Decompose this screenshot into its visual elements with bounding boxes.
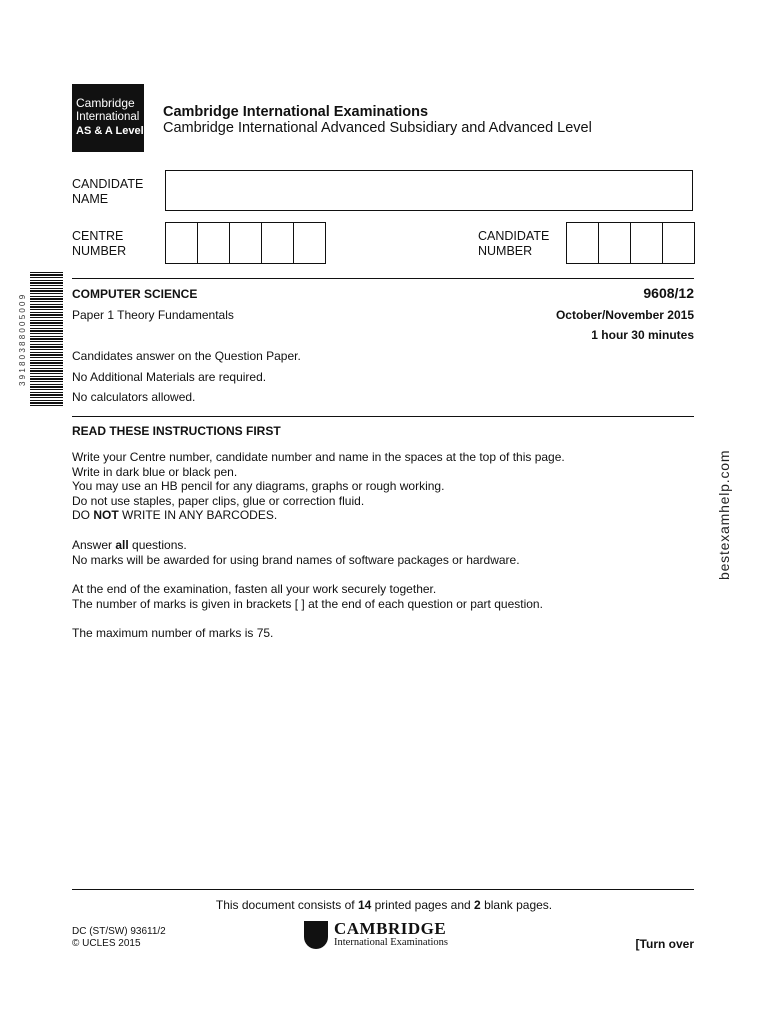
centre-number-label-line2: NUMBER [72,244,127,258]
instruction-emphasis: all [115,538,129,552]
logo-line-3: AS & A Level [76,125,144,137]
org-subtitle: Cambridge International Advanced Subsidiary and Advanced Level [163,120,592,136]
instructions-block-1 [72,450,565,523]
centre-number-cell[interactable] [294,223,325,263]
barcode-number: 3 9 1 8 0 3 8 8 0 0 5 0 0 9 [18,294,27,386]
logo-line-1: Cambridge [76,96,135,110]
cambridge-wordmark-subtitle: International Examinations [334,937,449,948]
candidate-number-cell[interactable] [631,223,663,263]
instruction-text: questions. [128,538,187,552]
candidate-name-label [72,177,143,207]
centre-number-label-line1: CENTRE [72,229,124,243]
instruction-line: You may use an HB pencil for any diagrams, graphs or rough working. [72,479,445,494]
copyright: © UCLES 2015 [72,938,141,949]
materials-line: Candidates answer on the Question Paper. [72,349,301,363]
instruction-emphasis: NOT [93,508,119,523]
instruction-line: At the end of the examination, fasten all your work securely together. [72,582,437,596]
candidate-number-cell[interactable] [599,223,631,263]
barcode [30,272,63,408]
centre-number-boxes[interactable] [165,222,326,264]
candidate-name-box[interactable] [165,170,693,211]
instruction-line: The maximum number of marks is 75. [72,626,274,640]
instruction-line: Do not use staples, paper clips, glue or correction fluid. [72,493,365,508]
divider-footer [72,889,694,890]
cambridge-wordmark: CAMBRIDGE [334,919,447,938]
candidate-number-label-line1: CANDIDATE [478,229,550,243]
instructions-block-4 [72,626,273,641]
centre-number-cell[interactable] [262,223,294,263]
centre-number-cell[interactable] [198,223,230,263]
printed-page-count: 14 [357,898,372,912]
candidate-name-label-line2: NAME [72,192,109,206]
page-count-text: blank pages. [480,898,553,912]
instructions-heading: READ THESE INSTRUCTIONS FIRST [72,424,281,438]
instruction-line: The number of marks is given in brackets [ ] at the end of each question or part question. [72,596,543,611]
centre-number-cell[interactable] [166,223,198,263]
blank-page-count: 2 [474,898,481,912]
candidate-number-label [478,229,549,259]
cambridge-crest-icon [304,921,328,949]
paper-code: 9608/12 [643,285,694,301]
instruction-line: No marks will be awarded for using brand names of software packages or hardware. [72,552,520,567]
org-title: Cambridge International Examinations [163,104,429,120]
instruction-line: Write your Centre number, candidate number and name in the spaces at the top of this page. [72,450,565,464]
exam-duration: 1 hour 30 minutes [591,328,694,342]
instruction-text: WRITE IN ANY BARCODES. [118,508,278,523]
instruction-line [72,538,520,553]
cambridge-as-a-level-logo [72,84,144,152]
instructions-block-3 [72,582,543,611]
centre-number-label [72,229,126,259]
instruction-text: Answer [72,538,116,552]
materials-line: No Additional Materials are required. [72,370,267,384]
page-count-text: This document consists of [215,898,358,912]
centre-number-cell[interactable] [230,223,262,263]
divider-middle [72,416,694,417]
side-watermark-text: bestexamhelp.com [716,449,732,581]
subject-title: COMPUTER SCIENCE [72,287,198,301]
logo-line-2: International [76,111,140,123]
candidate-number-cell[interactable] [663,223,694,263]
materials-line: No calculators allowed. [72,390,196,404]
instruction-line: Write in dark blue or black pen. [72,464,238,479]
turn-over-note: [Turn over [635,937,694,951]
document-code-block [72,926,166,950]
instruction-line [72,508,565,523]
candidate-number-boxes[interactable] [566,222,695,264]
page-count-text: printed pages and [371,898,475,912]
divider-top [72,278,694,279]
candidate-number-cell[interactable] [567,223,599,263]
paper-name: Paper 1 Theory Fundamentals [72,308,234,322]
document-code: DC (ST/SW) 93611/2 [72,926,166,937]
instruction-text: DO [72,508,94,523]
candidate-name-label-line1: CANDIDATE [72,177,144,191]
page-count-note [0,898,768,912]
instructions-block-2 [72,538,520,567]
exam-session: October/November 2015 [555,308,694,322]
candidate-number-label-line2: NUMBER [478,244,533,258]
